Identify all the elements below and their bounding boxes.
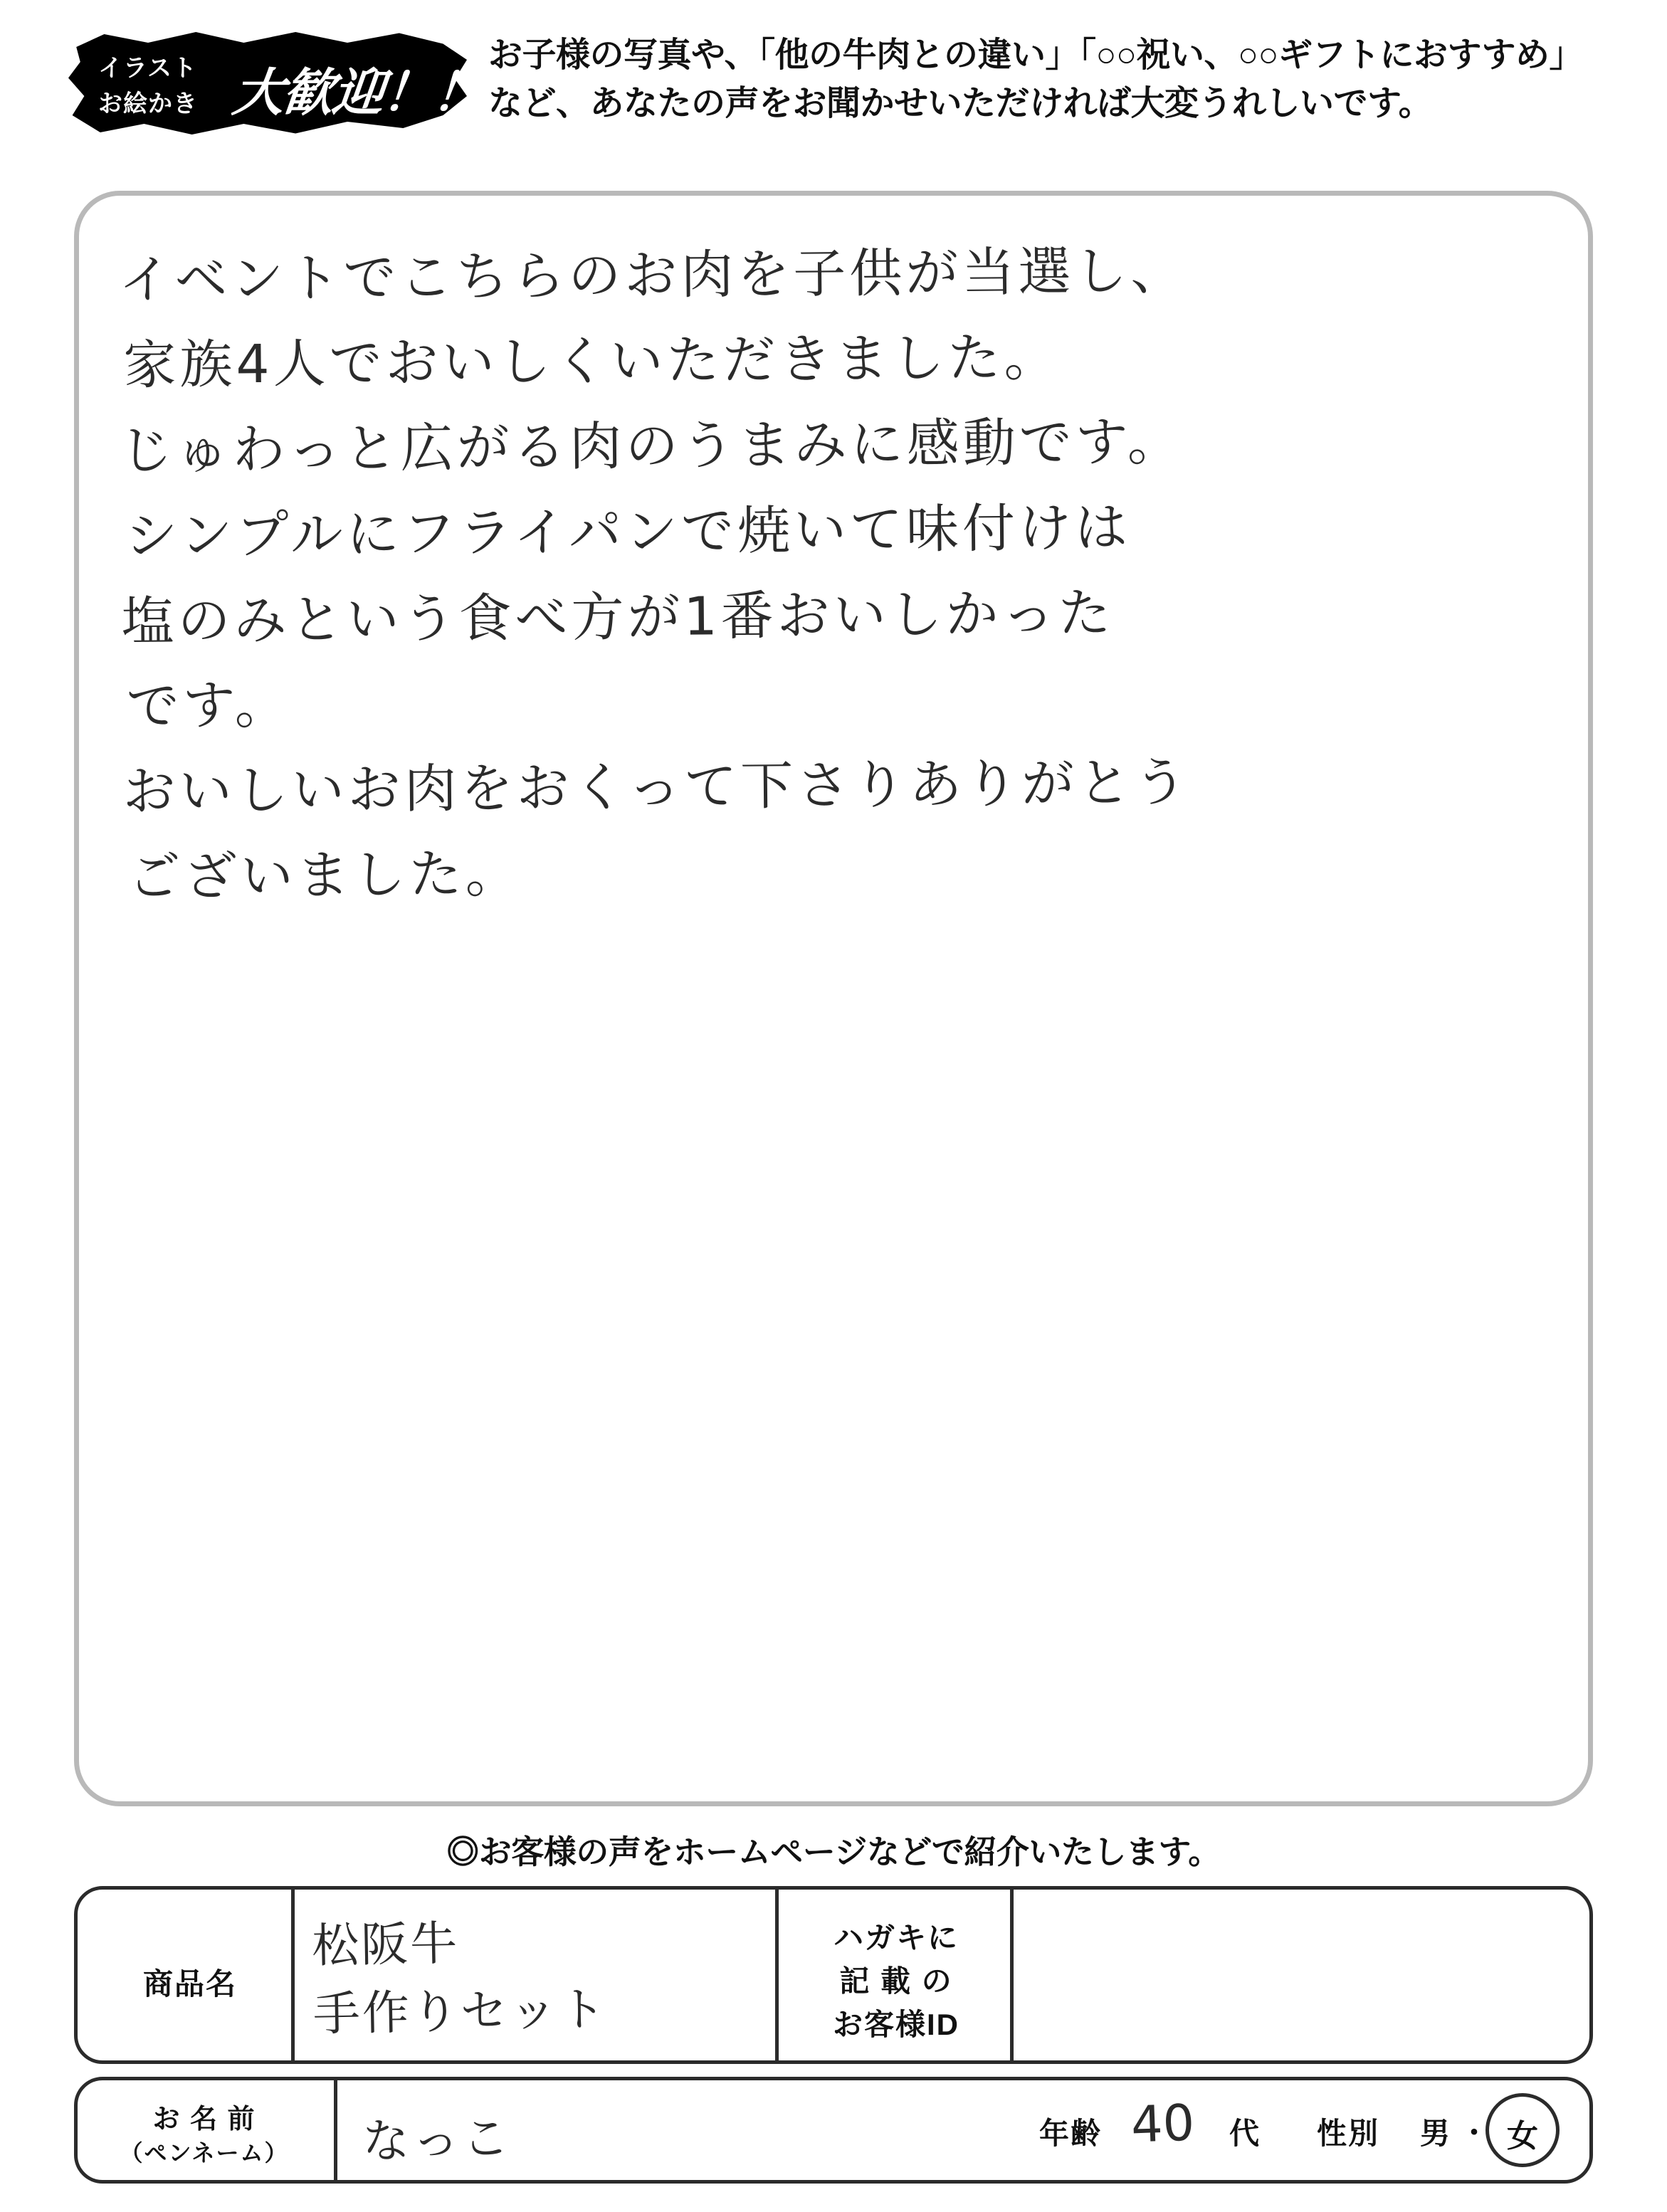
age-label: 年齢 (1038, 2117, 1102, 2150)
customer-id-label (789, 1917, 1003, 2047)
divider (1010, 1890, 1014, 2060)
handwriting-line: 家族4人でおいしくいただきました。 (123, 326, 1061, 396)
divider (334, 2080, 337, 2180)
badge-line1: イラスト (98, 55, 197, 82)
publication-note: ◎お客様の声をホームページなどで紹介いたします。 (446, 1833, 1221, 1870)
badge-headline: 大歓迎！！ (230, 65, 485, 122)
handwritten-review-text (118, 226, 1533, 920)
handwriting-line: じゅわっと広がる肉のうまみに感動です。 (120, 411, 1184, 482)
product-name-value (311, 1907, 608, 2048)
product-name-label: 商品名 (142, 1967, 237, 2001)
customer-id-label-line2: 記 載 の (839, 1964, 953, 1998)
pen-name-value: なっこ (362, 2110, 513, 2169)
header (68, 24, 1606, 152)
pen-name-label-line1: お 名 前 (152, 2105, 256, 2134)
handwriting-line: イベントでこちらのお肉を子供が当選し、 (117, 240, 1187, 311)
gender-option-male: 男 (1419, 2117, 1451, 2150)
pen-name-label (98, 2102, 311, 2169)
handwriting-line: です。 (126, 674, 292, 737)
handwriting-line: 塩のみという食べ方が1番おいしかった (121, 581, 1115, 653)
form-row-personal (74, 2077, 1593, 2184)
gender-separator: ・ (1460, 2117, 1490, 2149)
form-row-product (74, 1886, 1593, 2064)
badge-line2: お絵かき (98, 90, 198, 117)
product-name-value-line2: 手作りセット (312, 1981, 609, 2042)
divider (775, 1890, 779, 2060)
header-instruction: お子様の写真や、「他の牛肉との違い」「○○祝い、○○ギフトにおすすめ」など、あなたの声をお聞かせいただければ大変うれしいです。 (488, 36, 1583, 123)
handwriting-line: ございました。 (127, 843, 522, 908)
gender-label: 性別 (1316, 2117, 1379, 2150)
divider (291, 1890, 295, 2060)
customer-id-label-line3: お客様ID (832, 2007, 959, 2041)
pen-name-label-line2: （ペンネーム） (120, 2140, 289, 2166)
product-name-value-line1: 松阪牛 (311, 1916, 460, 1974)
gender-option-female-selected (1485, 2093, 1560, 2167)
customer-id-label-line1: ハガキに (833, 1921, 959, 1954)
illustration-welcome-badge (68, 30, 485, 137)
handwriting-line: おいしいお肉をおくって下さりありがとう (122, 752, 1191, 823)
respondent-form (74, 1886, 1593, 2171)
age-suffix-label: 代 (1229, 2117, 1261, 2150)
age-value: 40 (1130, 2093, 1196, 2154)
gender-option-female: 女 (1507, 2119, 1538, 2154)
handwriting-line: シンプルにフライパンで焼いて味付けは (125, 496, 1132, 567)
